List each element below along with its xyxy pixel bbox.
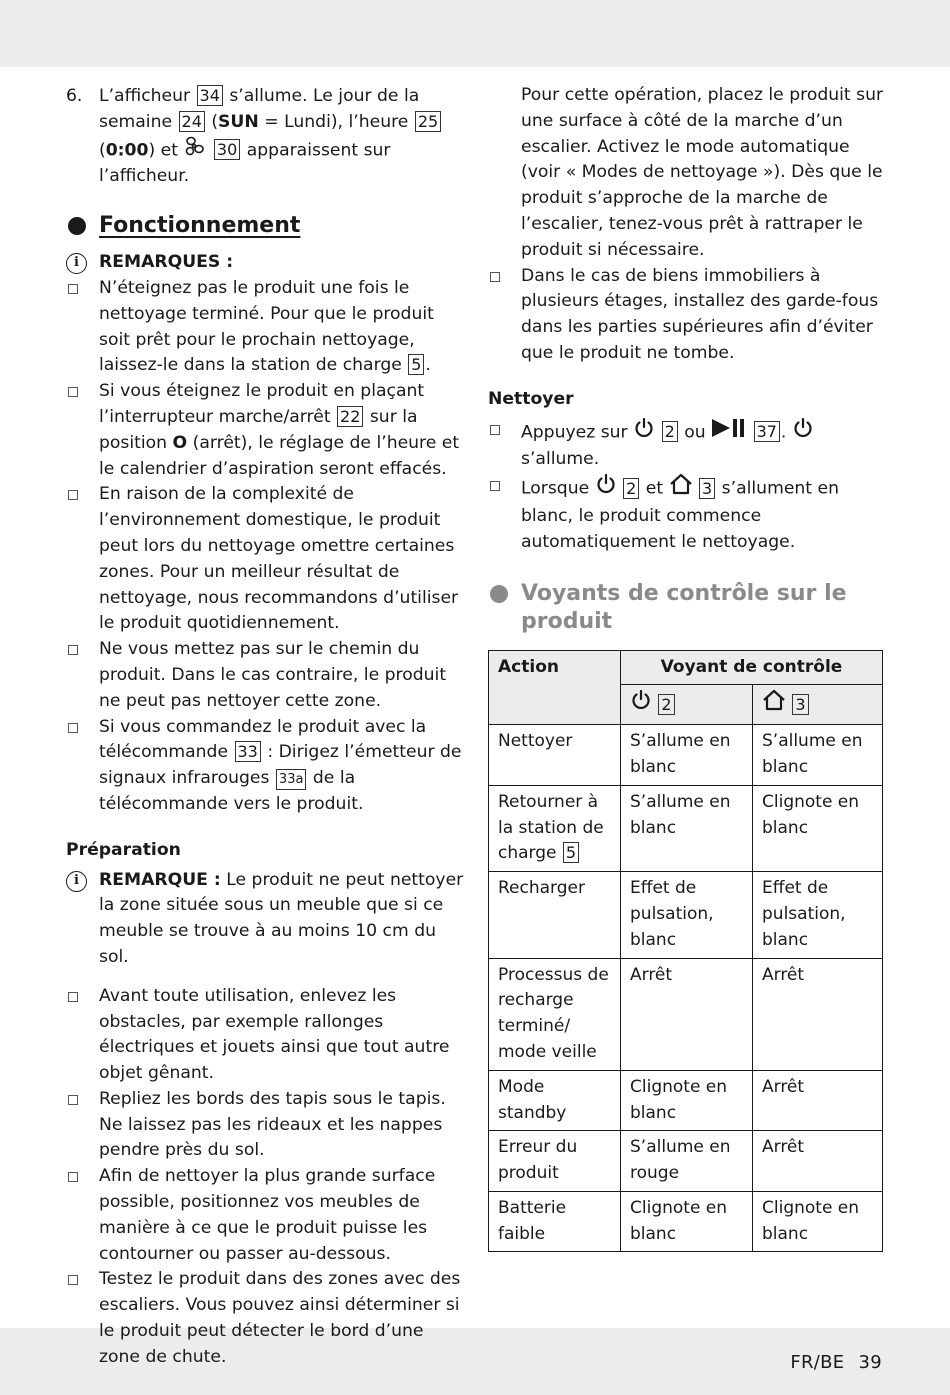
prep-item-4: [66, 1267, 466, 1370]
ref-3: 3: [792, 694, 808, 715]
text: Si vous commandez le produit avec la télécommande: [99, 716, 427, 763]
text: : Dirigez l’émetteur de signaux infrarouges: [99, 742, 462, 789]
text: Retourner à la station de charge: [498, 791, 604, 864]
ref-2: 2: [662, 421, 678, 442]
fan-icon: [183, 136, 207, 165]
power-icon: [792, 417, 814, 448]
nettoyer-item-1: [488, 417, 888, 474]
note-item-3: [66, 482, 466, 637]
header-power: [621, 685, 753, 725]
text: (: [205, 111, 219, 132]
ref-5: 5: [563, 842, 579, 863]
sun-label: SUN: [218, 111, 259, 132]
table-row: [489, 1131, 883, 1192]
checkbox-square-icon: [68, 992, 78, 1002]
text: ) et: [148, 140, 184, 160]
cell-home: Clignote en blanc: [753, 785, 883, 871]
text: s’allume. Le jour de la semaine: [99, 86, 420, 132]
right-column: [488, 83, 888, 1252]
nettoyer-item-2: [488, 473, 888, 555]
ref-22: 22: [337, 406, 363, 427]
text: Testez le produit dans des zones avec des escaliers. Vous pouvez ainsi déterminer si le produit peut détecter le bord d’une zone de chute.: [99, 1269, 461, 1367]
info-icon: i: [66, 871, 87, 892]
text: En raison de la complexité de l’environnement domestique, le produit peut lors du nettoyage omettre certaines zones. Pour un meilleur résultat de nettoyage, nous recommandons d’utiliser le produit quotidiennement.: [99, 484, 459, 634]
ref-33a: 33a: [276, 769, 307, 790]
continued-paragraph: Pour cette opération, placez le produit sur une surface à côté de la marche d’un escalier. Activez le mode automatique (voir « Modes de nettoyage »). Dès que le produit s’approche de la marche de l’escalier, tenez-vous prêt à rattraper le produit si nécessaire.: [521, 85, 884, 260]
section-heading-voyants: [488, 580, 888, 636]
heading-text: Fonctionnement: [99, 213, 301, 239]
ref-37: 37: [754, 421, 780, 442]
checkbox-square-icon: [490, 481, 500, 491]
cell-action: Processus de recharge terminé/ mode veille: [489, 958, 621, 1070]
note-item-5: [66, 715, 466, 818]
top-band: [0, 0, 950, 67]
ref-3: 3: [699, 478, 715, 499]
text: s’allument en blanc, le produit commence automatiquement le nettoyage.: [521, 478, 839, 552]
footer-lang: FR/BE: [790, 1352, 845, 1373]
text: Repliez les bords des tapis sous le tapis. Ne laissez pas les rideaux et les nappes pendre près du sol.: [99, 1088, 446, 1161]
ref-2: 2: [658, 694, 674, 715]
cell-action: [489, 785, 621, 871]
power-icon: [630, 689, 652, 720]
checkbox-square-icon: [490, 272, 500, 282]
heading-text: Voyants de contrôle sur le produit: [521, 580, 847, 634]
text: (: [99, 140, 106, 160]
remarques-title: REMARQUES :: [99, 252, 234, 273]
cell-power: Effet de pulsation, blanc: [621, 872, 753, 958]
page-number: 39: [858, 1352, 882, 1373]
checkbox-square-icon: [68, 284, 78, 294]
step-number: 6.: [66, 86, 83, 106]
left-column: [66, 84, 466, 1371]
nettoyer-title: Nettoyer: [488, 388, 574, 409]
prep-item-2: [66, 1087, 466, 1164]
checkbox-square-icon: [68, 723, 78, 733]
prep-item-1: [66, 984, 466, 1087]
cell-action: Batterie faible: [489, 1191, 621, 1252]
header-voyant: Voyant de contrôle: [621, 650, 883, 685]
checkbox-square-icon: [68, 490, 78, 500]
cell-power: S’allume en blanc: [621, 785, 753, 871]
cell-home: Clignote en blanc: [753, 1191, 883, 1252]
bullet-dot-icon: [68, 217, 86, 235]
text: Dans le cas de biens immobiliers à plusieurs étages, installez des garde-fous dans les parties supérieures afin d’éviter que le produit ne tombe.: [521, 265, 879, 363]
table-header-row: [489, 650, 883, 685]
checkbox-square-icon: [490, 425, 500, 435]
text: N’éteignez pas le produit une fois le nettoyage terminé. Pour que le produit soit prêt pour le prochain nettoyage, laissez-le dans la station de charge: [99, 277, 434, 376]
text: L’afficheur: [99, 86, 196, 106]
remarque-note: [66, 868, 466, 971]
table-row: [489, 872, 883, 958]
remarque-text: Le produit ne peut nettoyer la zone située sous un meuble que si ce meuble se trouve à au moins 10 cm du sol.: [99, 869, 464, 967]
cell-power: Clignote en blanc: [621, 1191, 753, 1252]
checkbox-square-icon: [68, 387, 78, 397]
text: apparaissent sur l’afficheur.: [99, 140, 391, 187]
cell-action: Erreur du produit: [489, 1131, 621, 1192]
text: Appuyez sur: [521, 421, 634, 442]
ref-24: 24: [179, 111, 205, 132]
home-icon: [762, 689, 786, 720]
text: Afin de nettoyer la plus grande surface possible, positionnez vos meubles de manière à ce que le produit puisse les contourner ou passer au-dessous.: [99, 1166, 436, 1264]
cell-home: Effet de pulsation, blanc: [753, 872, 883, 958]
text: Avant toute utilisation, enlevez les obstacles, par exemple rallonges électriques et jouets ainsi que tout autre objet gênant.: [99, 985, 450, 1084]
ref-34: 34: [197, 85, 223, 106]
text: = Lundi), l’heure: [258, 111, 414, 132]
checkbox-square-icon: [68, 1172, 78, 1182]
header-action: Action: [489, 650, 621, 725]
cell-home: Arrêt: [753, 958, 883, 1070]
text: .: [425, 355, 431, 376]
table-row: [489, 1191, 883, 1252]
cell-power: Clignote en blanc: [621, 1070, 753, 1131]
cell-home: S’allume en blanc: [753, 725, 883, 786]
remarques-note: [66, 250, 466, 276]
note-item-1: [66, 276, 466, 379]
text: de la télécommande vers le produit.: [99, 768, 364, 814]
cell-power: S’allume en blanc: [621, 725, 753, 786]
info-icon: i: [66, 253, 87, 274]
indicator-table: [488, 650, 883, 1253]
home-icon: [669, 473, 693, 504]
text: Lorsque: [521, 478, 595, 499]
header-home: [753, 685, 883, 725]
text: (arrêt), le réglage de l’heure et le calendrier d’aspiration seront effacés.: [99, 432, 460, 479]
ref-30: 30: [214, 139, 240, 160]
remarque-title: REMARQUE :: [99, 869, 221, 890]
checkbox-square-icon: [68, 1095, 78, 1105]
text: ou: [678, 421, 712, 442]
checkbox-square-icon: [68, 1275, 78, 1285]
step-6: [66, 84, 466, 190]
text: et: [640, 478, 669, 499]
time-label: 0:00: [105, 140, 149, 160]
cell-action: Recharger: [489, 872, 621, 958]
text: .: [780, 421, 792, 442]
text: s’allume.: [521, 449, 600, 470]
text: Ne vous mettez pas sur le chemin du produit. Dans le cas contraire, le produit ne peut pas nettoyer cette zone.: [99, 639, 447, 711]
cell-power: S’allume en rouge: [621, 1131, 753, 1192]
table-row: [489, 785, 883, 871]
ref-25: 25: [415, 111, 441, 132]
bullet-dot-icon: [490, 585, 508, 603]
page-footer: [776, 1350, 882, 1376]
prep-item-3: [66, 1164, 466, 1267]
cell-action: Mode standby: [489, 1070, 621, 1131]
cell-power: Arrêt: [621, 958, 753, 1070]
checkbox-square-icon: [68, 645, 78, 655]
text: Si vous éteignez le produit en plaçant l’interrupteur marche/arrêt: [99, 381, 425, 427]
multi-floor-item: [488, 264, 888, 367]
power-icon: [633, 417, 655, 448]
cell-action: Nettoyer: [489, 725, 621, 786]
ref-5: 5: [408, 354, 424, 375]
section-heading-fonctionnement: [66, 212, 466, 240]
text: sur la position: [99, 406, 418, 453]
power-icon: [595, 473, 617, 504]
note-item-2: [66, 379, 466, 482]
cell-home: Arrêt: [753, 1070, 883, 1131]
preparation-title: Préparation: [66, 839, 181, 860]
cell-home: Arrêt: [753, 1131, 883, 1192]
table-row: [489, 958, 883, 1070]
play-pause-icon: [711, 418, 747, 447]
off-symbol: O: [172, 432, 188, 453]
ref-33: 33: [235, 741, 261, 762]
table-row: [489, 1070, 883, 1131]
ref-2: 2: [623, 478, 639, 499]
note-item-4: [66, 637, 466, 714]
table-row: [489, 725, 883, 786]
